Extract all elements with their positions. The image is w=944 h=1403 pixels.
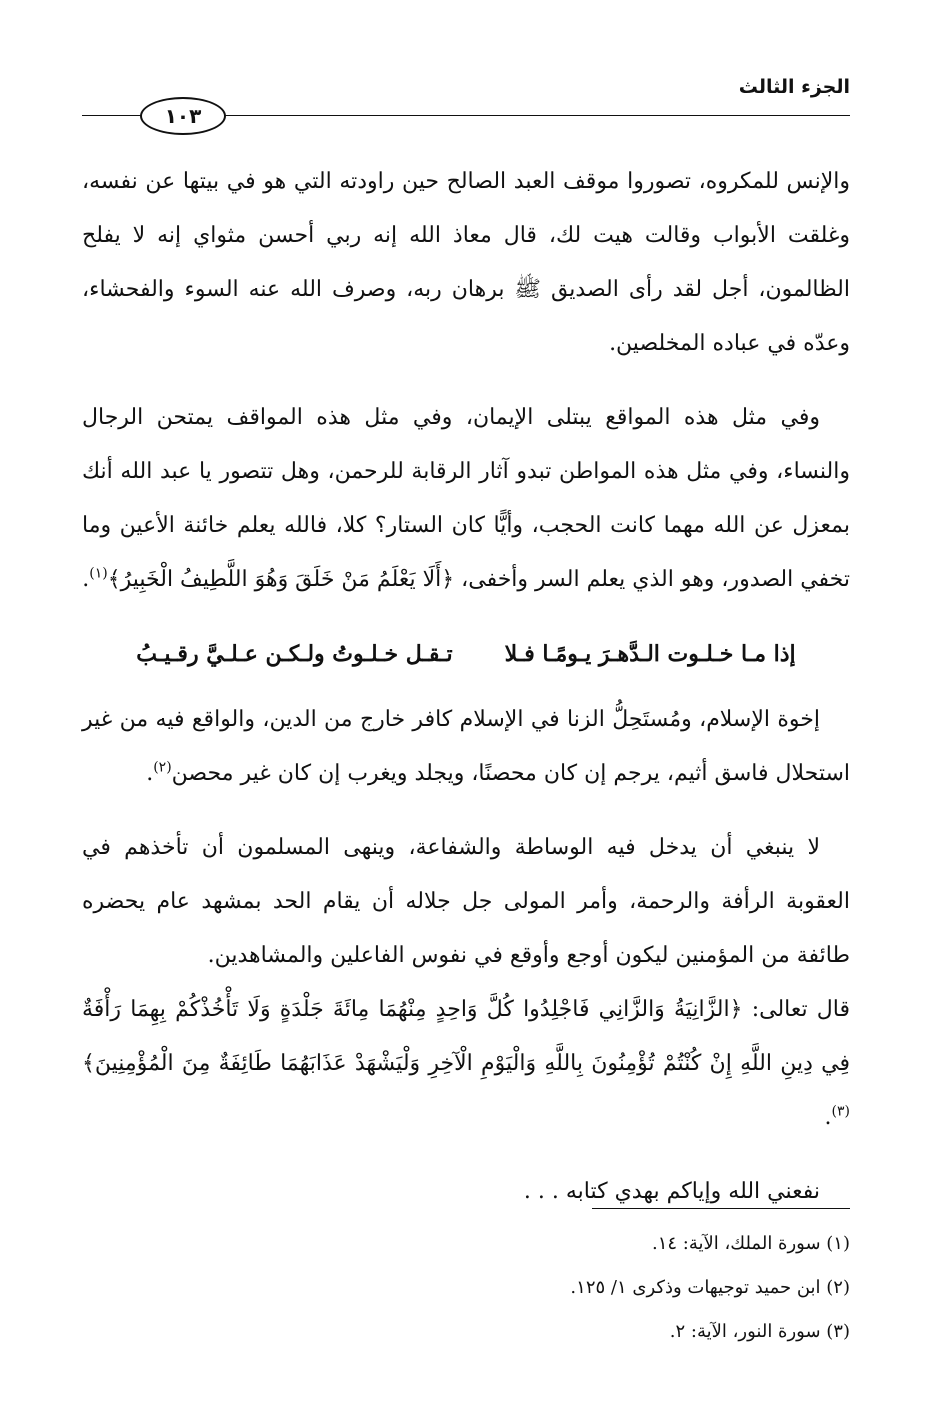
footnote-ref-2: (٢): [153, 759, 172, 776]
paragraph-2-text: وفي مثل هذه المواقع يبتلى الإيمان، وفي مثل هذه المواقف يمتحن الرجال والنساء، وفي مثل هذه المواطن تبدو آثار الرقابة للرحمن، وهل تتصور يا عبد الله أنك بمعزل عن الله مهما كانت الحجب، وأيًّا كان الستار؟ كلا، فالله يعلم خائنة الأعين وما تخفي الصدور، وهو الذي يعلم السر وأخفى،: [82, 405, 850, 592]
paragraph-4: لا ينبغي أن يدخل فيه الوساطة والشفاعة، وينهى المسلمون أن تأخذهم في العقوبة الرأفة والرحمة، وأمر المولى جل جلاله أن يقام الحد بمشهد عام يحضره طائفة من المؤمنين ليكون أوجع وأوقع في نفوس الفاعلين والمشاهدين.: [82, 835, 850, 968]
footnote-1: (١) سورة الملك، الآية: ١٤.: [651, 1233, 850, 1254]
footnote-separator: [592, 1208, 850, 1209]
footnote-3: (٣) سورة النور، الآية: ٢.: [669, 1321, 850, 1342]
footnote-ref-3: (٣): [831, 1103, 850, 1120]
page-header: [82, 72, 850, 132]
part-title: الجزء الثالث: [738, 76, 850, 98]
paragraph-3-end: .: [146, 761, 154, 786]
verse-second-hemistich: تـقـل خـلـوتُ ولـكـن عـلـيَّ رقـيـبُ: [136, 641, 453, 667]
paragraph-5-end: .: [824, 1105, 832, 1130]
paragraph-2: [82, 391, 850, 607]
paragraph-5-intro: قال تعالى:: [751, 997, 851, 1022]
poetry-verse: [82, 627, 850, 681]
paragraph-5: [82, 983, 850, 1145]
paragraph-6: نفعني الله وإياكم بهدي كتابه . . .: [523, 1179, 820, 1204]
footnotes: [250, 1222, 850, 1354]
footnote-ref-1: (١): [89, 565, 108, 582]
quran-quote-2: ﴿الزَّانِيَةُ وَالزَّانِي فَاجْلِدُوا كُلَّ وَاحِدٍ مِنْهُمَا مِائَةَ جَلْدَةٍ وَلَا تَأْخُذْكُمْ بِهِمَا رَأْفَةٌ فِي دِينِ اللَّهِ إِنْ كُنْتُمْ تُؤْمِنُونَ بِاللَّهِ وَالْيَوْمِ الْآخِرِ وَلْيَشْهَدْ عَذَابَهُمَا طَائِفَةٌ مِنَ الْمُؤْمِنِينَ﴾: [82, 997, 850, 1076]
footnote-2: (٢) ابن حميد توجيهات وذكرى ١/ ١٢٥.: [570, 1277, 850, 1298]
paragraph-2-end: .: [82, 567, 90, 592]
body-text: [82, 155, 850, 1239]
page-number-badge: ١٠٣: [140, 97, 226, 135]
paragraph-3-text: إخوة الإسلام، ومُستَحِلُّ الزنا في الإسلام كافر خارج من الدين، والواقع فيه من غير استحلال فاسق أثيم، يرجم إن كان محصنًا، ويجلد ويغرب إن كان غير محصن: [82, 707, 850, 786]
paragraph-3: [82, 693, 850, 801]
quran-quote-1: ﴿أَلَا يَعْلَمُ مَنْ خَلَقَ وَهُوَ اللَّطِيفُ الْخَبِيرُ﴾: [107, 567, 455, 592]
verse-first-hemistich: إذا مـا خـلـوت الـدَّهـرَ يـومًـا فـلا: [504, 641, 796, 667]
paragraph-1: والإنس للمكروه، تصوروا موقف العبد الصالح حين راودته التي هو في بيتها عن نفسه، وغلقت الأبواب وقالت هيت لك، قال معاذ الله إنه ربي أحسن مثواي إنه لا يفلح الظالمون، أجل لقد رأى الصديق ﷺ برهان ربه، وصرف الله عنه السوء والفحشاء، وعدّه في عباده المخلصين.: [82, 169, 850, 356]
